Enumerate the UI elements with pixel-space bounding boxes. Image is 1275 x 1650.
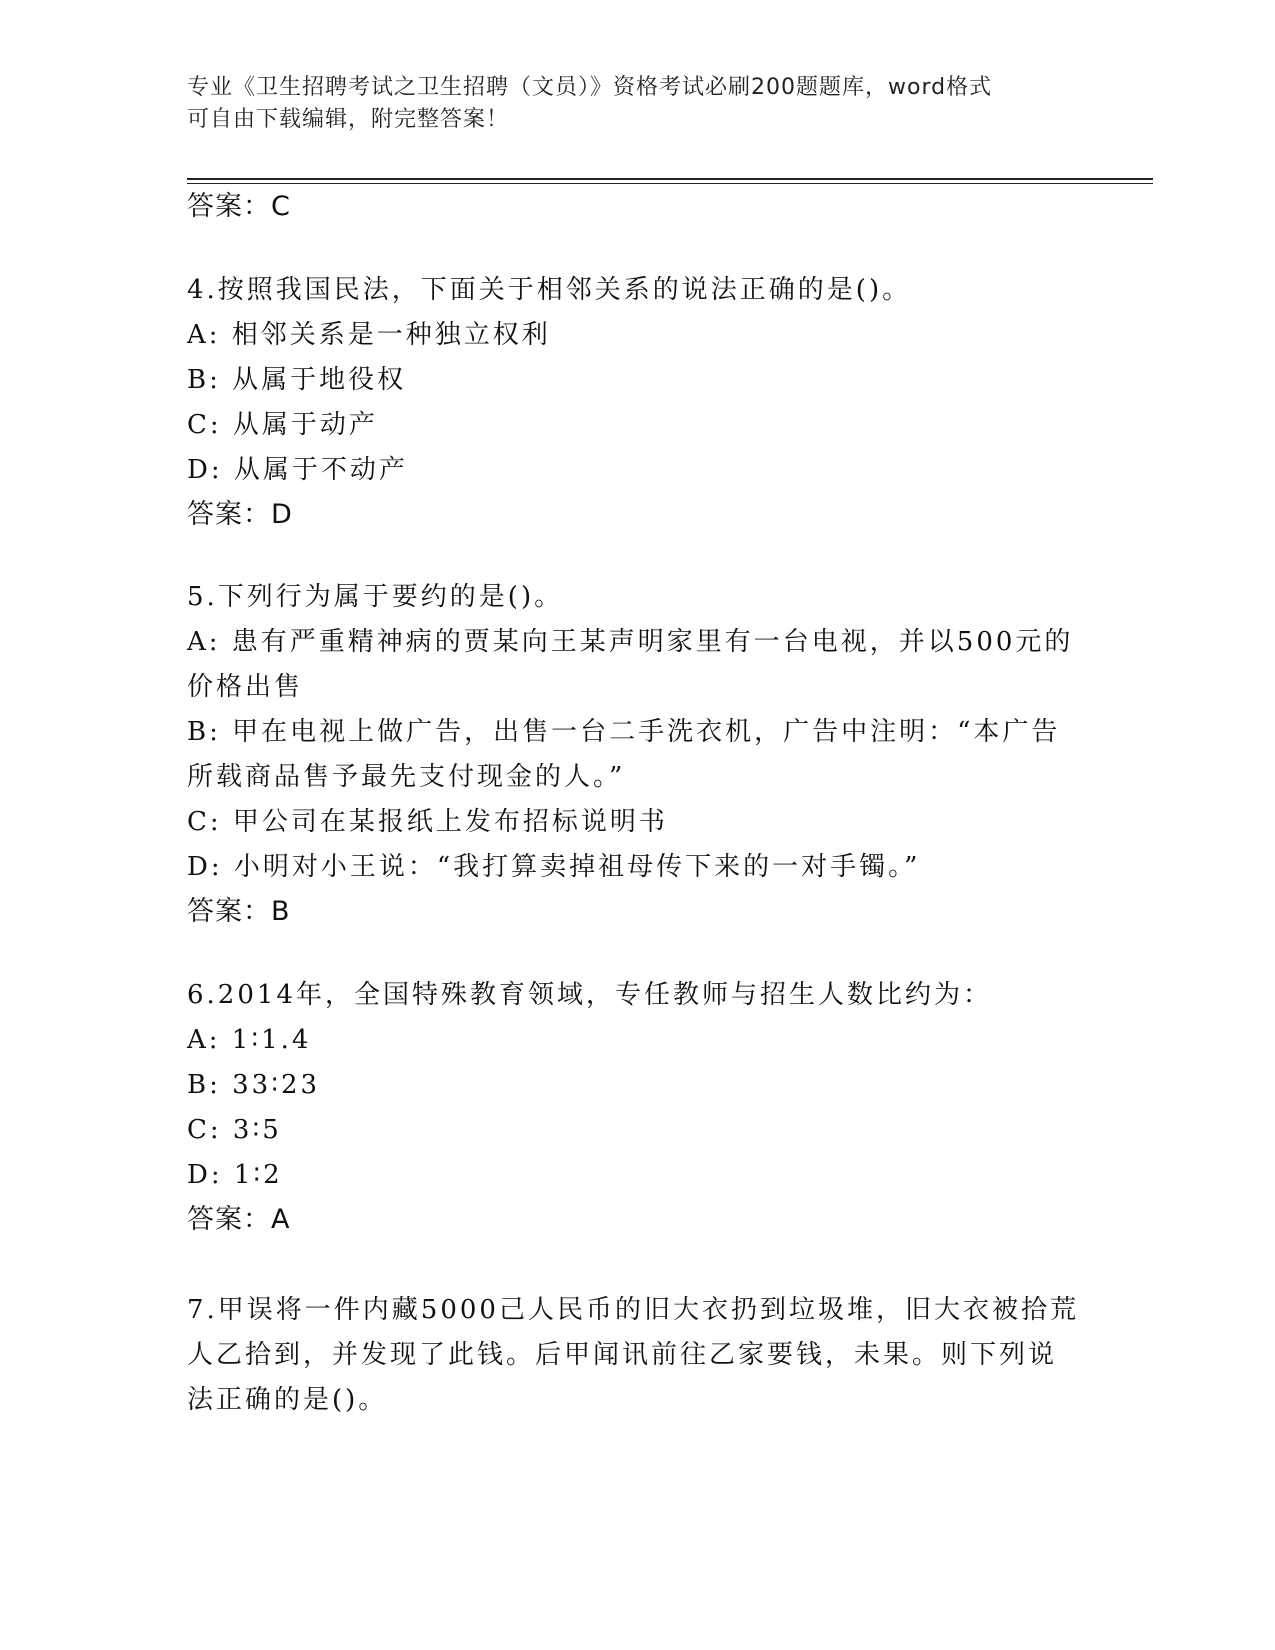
header-rule-thick (187, 178, 1153, 180)
question-5-option-b-line-1: B: 甲在电视上做广告，出售一台二手洗衣机，广告中注明：“本广告 (187, 717, 1061, 747)
question-7-stem-line-3: 法正确的是()。 (187, 1385, 388, 1415)
question-5-option-d: D: 小明对小王说：“我打算卖掉祖母传下来的一对手镯。” (187, 852, 921, 882)
question-6-option-d: D: 1∶2 (187, 1160, 283, 1190)
question-4-option-d: D: 从属于不动产 (187, 455, 408, 485)
answer-q5: 答案：B (187, 896, 291, 927)
document-header (187, 72, 1067, 136)
header-rule-thin (187, 183, 1153, 184)
question-5-option-c: C: 甲公司在某报纸上发布招标说明书 (187, 807, 668, 837)
question-6-option-a: A: 1∶1.4 (187, 1025, 312, 1055)
question-6-option-c: C: 3∶5 (187, 1115, 282, 1145)
question-6-stem: 6.2014年，全国特殊教育领域，专任教师与招生人数比约为： (187, 980, 992, 1010)
answer-q6: 答案：A (187, 1204, 291, 1235)
question-7-stem-line-2: 人乙拾到，并发现了此钱。后甲闻讯前往乙家要钱，未果。则下列说 (187, 1340, 1058, 1370)
answer-q3: 答案：C (187, 191, 291, 222)
question-4-option-c: C: 从属于动产 (187, 410, 378, 440)
question-5-stem: 5.下列行为属于要约的是()。 (187, 582, 564, 612)
question-4-stem: 4.按照我国民法，下面关于相邻关系的说法正确的是()。 (187, 275, 912, 305)
header-line-2: 可自由下载编辑，附完整答案！ (187, 107, 510, 132)
question-7-stem-line-1: 7.甲误将一件内藏5000己人民币的旧大衣扔到垃圾堆，旧大衣被拾荒 (187, 1295, 1079, 1325)
question-5-option-a-line-1: A: 患有严重精神病的贾某向王某声明家里有一台电视，并以500元的 (187, 627, 1074, 657)
question-5-option-b-line-2: 所载商品售予最先支付现金的人。” (187, 762, 626, 792)
answer-q4: 答案：D (187, 499, 293, 530)
question-5-option-a-line-2: 价格出售 (187, 672, 304, 702)
question-4-option-b: B: 从属于地役权 (187, 365, 407, 395)
question-4-option-a: A: 相邻关系是一种独立权利 (187, 320, 551, 350)
question-6-option-b: B: 33∶23 (187, 1070, 321, 1100)
header-line-1: 专业《卫生招聘考试之卫生招聘（文员）》资格考试必刷200题题库，word格式 (187, 75, 993, 100)
